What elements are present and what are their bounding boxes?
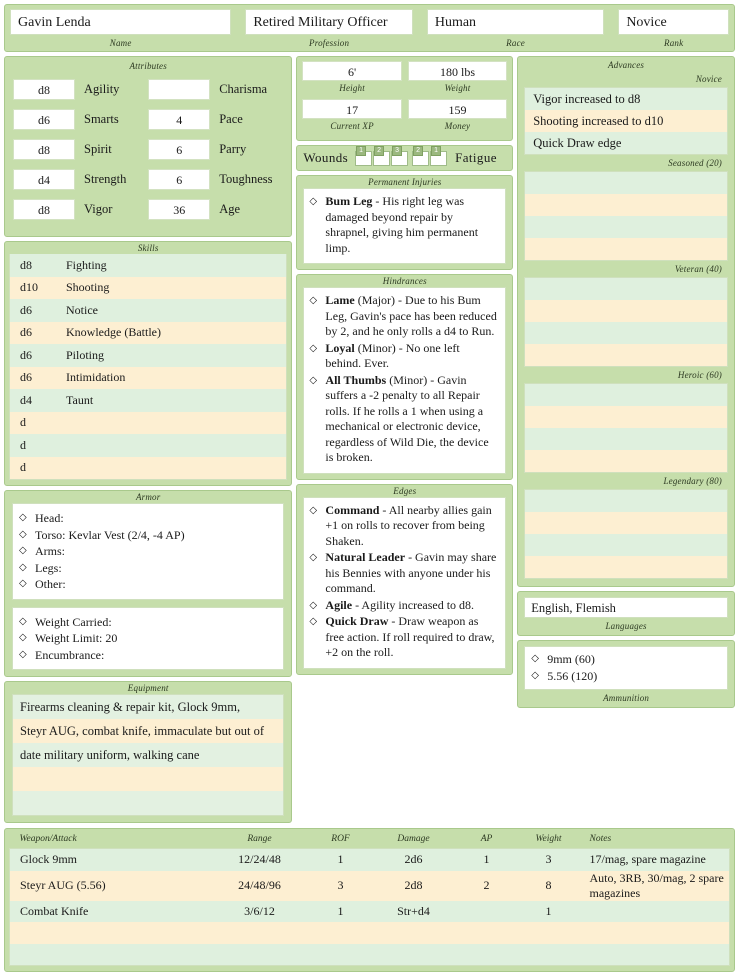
vitals-weight	[408, 61, 507, 99]
skill-row[interactable]	[10, 367, 286, 390]
race-caption: Race	[506, 38, 525, 48]
edges-list	[308, 503, 498, 661]
ammunition-box	[524, 646, 728, 690]
hindrances-list	[308, 293, 498, 466]
weapons-table-row[interactable]	[10, 901, 730, 923]
track-number: 2	[413, 146, 423, 156]
weapons-cell-notes: Auto, 3RB, 30/mag, 2 spare magazines	[589, 870, 724, 900]
weapons-cell-notes: 17/mag, spare magazine	[589, 852, 706, 867]
equipment-row[interactable]: Firearms cleaning & repair kit, Glock 9mm,	[13, 695, 283, 719]
edges-caption: Edges	[393, 485, 417, 496]
attribute-row	[148, 78, 283, 100]
attribute-row	[148, 168, 283, 190]
weapons-col-weapon: Weapon/Attack	[19, 834, 77, 844]
skill-row[interactable]	[10, 344, 286, 367]
attribute-row	[148, 138, 283, 160]
attribute-value-left-0[interactable]: d8	[13, 79, 75, 100]
attribute-value-right-2[interactable]: 6	[148, 139, 210, 160]
height-input[interactable]: 6'	[302, 61, 401, 81]
skill-name: Intimidation	[66, 370, 126, 385]
profession-caption: Profession	[309, 38, 350, 48]
advances-rank-caption: Seasoned (20)	[668, 158, 722, 168]
equipment-caption: Equipment	[127, 683, 169, 693]
advance-row[interactable]	[525, 238, 727, 260]
permanent-injuries-panel	[296, 175, 513, 270]
weight-caption: Weight	[444, 83, 471, 93]
edges-panel	[296, 484, 513, 675]
track-number: 1	[356, 146, 366, 156]
edge-item-title: Agile	[325, 597, 353, 612]
advance-row[interactable]	[525, 278, 727, 300]
header-field-profession	[240, 5, 418, 51]
weapons-table	[9, 832, 730, 966]
skill-name: Notice	[66, 302, 98, 317]
hindrance-item-title: Loyal	[325, 340, 355, 355]
skill-die: d6	[20, 347, 32, 362]
advances-rows	[524, 171, 728, 261]
weapons-cell-range: 3/6/12	[244, 903, 275, 918]
edge-item-text: - Gavin may share his Bennies with anyone under his command.	[325, 550, 497, 595]
left-column	[4, 56, 292, 823]
advance-row[interactable]	[525, 534, 727, 556]
advances-rank-caption: Veteran (40)	[674, 264, 722, 274]
weapons-cell-rof	[310, 944, 372, 966]
header-bar	[4, 4, 735, 52]
advance-row[interactable]	[525, 490, 727, 512]
weapons-cell-damage	[372, 944, 456, 966]
equipment-row[interactable]: date military uniform, walking cane	[13, 743, 283, 767]
hindrance-item-text: (Minor) - No one left behind. Ever.	[325, 340, 460, 370]
attribute-row	[148, 108, 283, 130]
edge-item-text: - Agility increased to d8.	[352, 597, 475, 612]
skill-name: Knowledge (Battle)	[66, 325, 161, 340]
attribute-label-right-0: Charisma	[219, 81, 268, 96]
weapons-cell-weapon: Steyr AUG (5.56)	[20, 878, 106, 892]
permanent-injuries-box	[303, 188, 506, 264]
permanent-injury-item-text: - His right leg was damaged beyond repair by shrapnel, giving him permanent limp.	[325, 194, 479, 255]
edge-item-text: - All nearby allies gain +1 on rolls to recover from being Shaken.	[325, 502, 492, 548]
permanent-injuries-list	[308, 194, 498, 256]
weapons-table-row[interactable]	[10, 871, 730, 901]
weapons-cell-range	[210, 922, 310, 944]
weapons-cell-weapon: Glock 9mm	[20, 852, 77, 867]
attribute-label-left-2: Spirit	[84, 141, 112, 156]
armor-slot-item: ◇ Legs:	[17, 560, 277, 577]
weapons-cell-notes	[580, 901, 730, 923]
equipment-row[interactable]: Steyr AUG, combat knife, immaculate but out of	[13, 719, 283, 743]
armor-slot-list	[17, 510, 277, 593]
skill-row[interactable]	[10, 254, 286, 277]
wounds-label: Wounds	[303, 150, 349, 165]
armor-weight-box	[12, 607, 284, 671]
wound-box[interactable]	[355, 146, 372, 166]
languages-panel	[517, 591, 735, 636]
attribute-label-left-0: Agility	[84, 81, 120, 96]
height-caption: Height	[339, 83, 365, 93]
attribute-row	[13, 168, 148, 190]
skills-caption: Skills	[137, 243, 159, 253]
wound-box[interactable]	[373, 146, 390, 166]
advance-row[interactable]	[525, 512, 727, 534]
advances-group-0	[524, 73, 728, 155]
weapons-cell-rof: 3	[337, 878, 344, 892]
ammunition-caption: Ammunition	[603, 693, 650, 703]
attribute-label-right-3: Toughness	[219, 171, 273, 186]
armor-slot-item: ◇ Torso: Kevlar Vest (2/4, -4 AP)	[17, 527, 277, 544]
armor-weight-item: ◇ Encumbrance:	[17, 647, 277, 664]
skill-row[interactable]	[10, 457, 286, 480]
skill-die: d6	[20, 370, 32, 385]
weapons-cell-ap: 1	[483, 852, 490, 867]
equipment-panel	[4, 681, 292, 823]
edge-item-title: Quick Draw	[325, 614, 389, 628]
weapons-panel	[4, 828, 735, 972]
hindrance-item	[308, 341, 498, 372]
skill-die: d6	[20, 302, 32, 317]
vitals-row-1	[302, 61, 507, 99]
advance-row[interactable]	[525, 194, 727, 216]
attributes-column-left	[13, 78, 148, 228]
attribute-value-left-4[interactable]: d8	[13, 199, 75, 220]
advances-rows	[524, 489, 728, 579]
languages-caption: Languages	[605, 621, 647, 631]
right-column	[517, 56, 735, 823]
weapons-cell-damage: 2d8	[404, 878, 423, 892]
weapons-cell-weight	[518, 944, 580, 966]
advances-group-4	[524, 475, 728, 579]
skill-row[interactable]	[10, 434, 286, 457]
armor-slot-item: ◇ Arms:	[17, 543, 277, 560]
middle-column	[296, 56, 513, 823]
attribute-value-right-0[interactable]	[148, 79, 210, 100]
hindrance-item-title: All Thumbs	[325, 372, 387, 387]
weapons-cell-rof	[310, 922, 372, 944]
weapons-cell-damage: 2d6	[404, 852, 423, 867]
weapons-table-row[interactable]	[10, 849, 730, 871]
name-input[interactable]: Gavin Lenda	[10, 9, 231, 35]
skill-row[interactable]	[10, 389, 286, 412]
advance-row[interactable]	[525, 556, 727, 578]
attribute-label-right-4: Age	[219, 201, 241, 216]
equipment-row[interactable]	[13, 767, 283, 791]
advance-row[interactable]	[525, 216, 727, 238]
skill-die: d10	[20, 280, 38, 295]
permanent-injury-item	[308, 194, 498, 256]
name-caption: Name	[109, 38, 132, 48]
advances-rows	[524, 383, 728, 473]
edge-item	[308, 503, 498, 550]
vitals-xp	[302, 99, 401, 137]
current-xp-input[interactable]: 17	[302, 99, 401, 119]
advances-rows	[524, 277, 728, 367]
skill-row[interactable]	[10, 277, 286, 300]
rank-input[interactable]: Novice	[618, 9, 729, 35]
advance-row[interactable]: Vigor increased to d8	[525, 88, 727, 110]
weapons-cell-range: 12/24/48	[238, 852, 281, 867]
armor-weight-list	[17, 614, 277, 664]
weapons-table-row[interactable]	[10, 922, 730, 944]
hindrance-item	[308, 373, 498, 466]
attributes-caption: Attributes	[129, 61, 167, 71]
hindrances-box	[303, 287, 506, 474]
skill-row[interactable]	[10, 412, 286, 435]
advance-row[interactable]	[525, 172, 727, 194]
ammunition-item: ◇ 5.56 (120)	[529, 668, 721, 685]
edge-item	[308, 614, 498, 661]
weapons-cell-damage: Str+d4	[397, 903, 430, 918]
vitals-money	[408, 99, 507, 137]
attribute-label-left-3: Strength	[84, 171, 127, 186]
fatigue-box[interactable]	[412, 146, 429, 166]
attribute-label-left-1: Smarts	[84, 111, 119, 126]
languages-input[interactable]: English, Flemish	[524, 597, 728, 618]
weapons-cell-weight: 8	[545, 878, 552, 892]
advance-row[interactable]: Quick Draw edge	[525, 132, 727, 154]
attribute-value-left-1[interactable]: d6	[13, 109, 75, 130]
equipment-list	[12, 694, 284, 816]
attribute-value-left-3[interactable]: d4	[13, 169, 75, 190]
advance-row[interactable]	[525, 406, 727, 428]
armor-caption: Armor	[135, 492, 161, 502]
weapons-cell-weight: 1	[545, 903, 552, 918]
attribute-row	[13, 138, 148, 160]
track-number: 2	[374, 146, 384, 156]
money-input[interactable]: 159	[408, 99, 507, 119]
weapons-table-header	[10, 832, 730, 849]
advances-groups	[518, 73, 734, 579]
wound-track[interactable]	[355, 146, 448, 166]
advance-row[interactable]	[525, 384, 727, 406]
header-field-rank	[613, 5, 734, 51]
skill-row[interactable]	[10, 322, 286, 345]
weapons-table-body	[10, 849, 730, 966]
hindrance-item-title: Lame	[325, 293, 355, 307]
advances-rank-caption: Novice	[695, 74, 722, 84]
skill-die: d	[20, 460, 26, 475]
edge-item-title: Natural Leader	[325, 550, 406, 564]
advance-row[interactable]: Shooting increased to d10	[525, 110, 727, 132]
attribute-row	[13, 78, 148, 100]
advance-row[interactable]	[525, 300, 727, 322]
armor-panel	[4, 490, 292, 677]
skill-die: d	[20, 437, 26, 452]
skill-name: Taunt	[66, 392, 94, 407]
vitals-panel	[296, 56, 513, 141]
armor-slot-item: ◇ Other:	[17, 576, 277, 593]
advances-panel	[517, 56, 735, 587]
advance-row[interactable]	[525, 322, 727, 344]
wounds-fatigue-panel	[296, 145, 513, 171]
skill-die: d4	[20, 392, 32, 407]
vitals-height	[302, 61, 401, 99]
wound-box[interactable]	[391, 146, 408, 166]
advances-rank-caption: Legendary (80)	[663, 476, 722, 486]
skill-name: Shooting	[66, 280, 110, 295]
skill-die: d6	[20, 325, 32, 340]
advances-rank-caption: Heroic (60)	[677, 370, 722, 380]
weapons-cell-range	[210, 944, 310, 966]
weapons-cell-rof: 1	[337, 852, 344, 867]
edge-item	[308, 550, 498, 597]
edge-item-title: Command	[325, 502, 380, 517]
skill-name: Fighting	[66, 257, 107, 272]
money-caption: Money	[444, 121, 471, 131]
hindrances-panel	[296, 274, 513, 480]
hindrance-item-text: (Minor) - Gavin suffers a -2 penalty to all Repair rolls. If he rolls a 1 when using a mechanical or electronic device, regardless of Wild Die, the device is broken.	[325, 372, 489, 464]
weapons-cell-weapon: Combat Knife	[20, 903, 89, 918]
weapons-col-notes: Notes	[589, 834, 612, 844]
race-input[interactable]: Human	[427, 9, 604, 35]
weight-input[interactable]: 180 lbs	[408, 61, 507, 81]
armor-spacer	[5, 600, 291, 607]
weapons-cell-ap	[456, 901, 518, 923]
advance-row[interactable]	[525, 344, 727, 366]
weapons-cell-notes	[580, 944, 730, 966]
armor-weight-item: ◇ Weight Limit: 20	[17, 630, 277, 647]
ammunition-panel	[517, 640, 735, 708]
attribute-row	[148, 198, 283, 220]
weapons-cell-rof: 1	[337, 903, 344, 918]
weapons-cell-ap	[456, 944, 518, 966]
fatigue-box[interactable]	[430, 146, 447, 166]
armor-slots-box	[12, 503, 284, 600]
attribute-label-right-2: Parry	[219, 141, 247, 156]
equipment-row[interactable]	[13, 791, 283, 815]
track-number: 3	[392, 146, 402, 156]
weapons-cell-weapon	[10, 944, 210, 966]
attributes-panel	[4, 56, 292, 237]
vitals-row-2	[302, 99, 507, 137]
ammunition-item: ◇ 9mm (60)	[529, 651, 721, 668]
header-field-race	[422, 5, 609, 51]
header-field-name	[5, 5, 236, 51]
attribute-row	[13, 108, 148, 130]
advance-row[interactable]	[525, 428, 727, 450]
skills-panel	[4, 241, 292, 486]
advances-group-3	[524, 369, 728, 473]
weapons-col-ap: AP	[480, 834, 493, 844]
advances-caption: Advances	[608, 60, 645, 70]
advance-row[interactable]	[525, 450, 727, 472]
attribute-value-left-2[interactable]: d8	[13, 139, 75, 160]
skill-row[interactable]	[10, 299, 286, 322]
attribute-row	[13, 198, 148, 220]
skill-name: Piloting	[66, 347, 105, 362]
weapons-cell-range: 24/48/96	[238, 878, 281, 892]
hindrance-item-text: (Major) - Due to his Bum Leg, Gavin's pace has been reduced by 2, and he only rolls a d4 to Run.	[325, 293, 497, 338]
profession-input[interactable]: Retired Military Officer	[245, 9, 413, 35]
armor-slot-item: ◇ Head:	[17, 510, 277, 527]
rank-caption: Rank	[664, 38, 684, 48]
advances-group-1	[524, 157, 728, 261]
advances-rows	[524, 87, 728, 155]
attributes-column-right	[148, 78, 283, 228]
skills-list	[9, 254, 287, 480]
weapons-col-damage: Damage	[397, 834, 430, 844]
permanent-injuries-caption: Permanent Injuries	[368, 177, 442, 187]
edges-box	[303, 497, 506, 669]
current-xp-caption: Current XP	[330, 121, 374, 131]
hindrances-caption: Hindrances	[382, 276, 427, 286]
weapons-cell-notes	[580, 922, 730, 944]
attribute-label-right-1: Pace	[219, 111, 243, 126]
ammunition-list	[529, 651, 721, 684]
weapons-cell-ap	[456, 922, 518, 944]
weapons-cell-weapon	[10, 922, 210, 944]
fatigue-label: Fatigue	[455, 150, 497, 165]
edge-item-text: - Draw weapon as free action. If roll required to draw, +2 on the roll.	[325, 614, 495, 659]
attribute-value-right-1[interactable]: 4	[148, 109, 210, 130]
attribute-value-right-3[interactable]: 6	[148, 169, 210, 190]
armor-weight-item: ◇ Weight Carried:	[17, 614, 277, 631]
weapons-cell-damage	[372, 922, 456, 944]
hindrance-item	[308, 293, 498, 340]
weapons-cell-ap: 2	[483, 878, 490, 892]
attribute-value-right-4[interactable]: 36	[148, 199, 210, 220]
permanent-injury-item-title: Bum Leg	[325, 194, 373, 208]
weapons-cell-weight: 3	[545, 852, 552, 867]
weapons-col-range: Range	[247, 834, 272, 844]
weapons-cell-weight	[518, 922, 580, 944]
skill-die: d	[20, 415, 26, 430]
weapons-table-row[interactable]	[10, 944, 730, 966]
weapons-col-rof: ROF	[331, 834, 350, 844]
track-number: 1	[431, 146, 441, 156]
weapons-col-weight: Weight	[535, 834, 562, 844]
edge-item	[308, 598, 498, 614]
skill-die: d8	[20, 257, 32, 272]
advances-group-2	[524, 263, 728, 367]
attribute-label-left-4: Vigor	[84, 201, 113, 216]
